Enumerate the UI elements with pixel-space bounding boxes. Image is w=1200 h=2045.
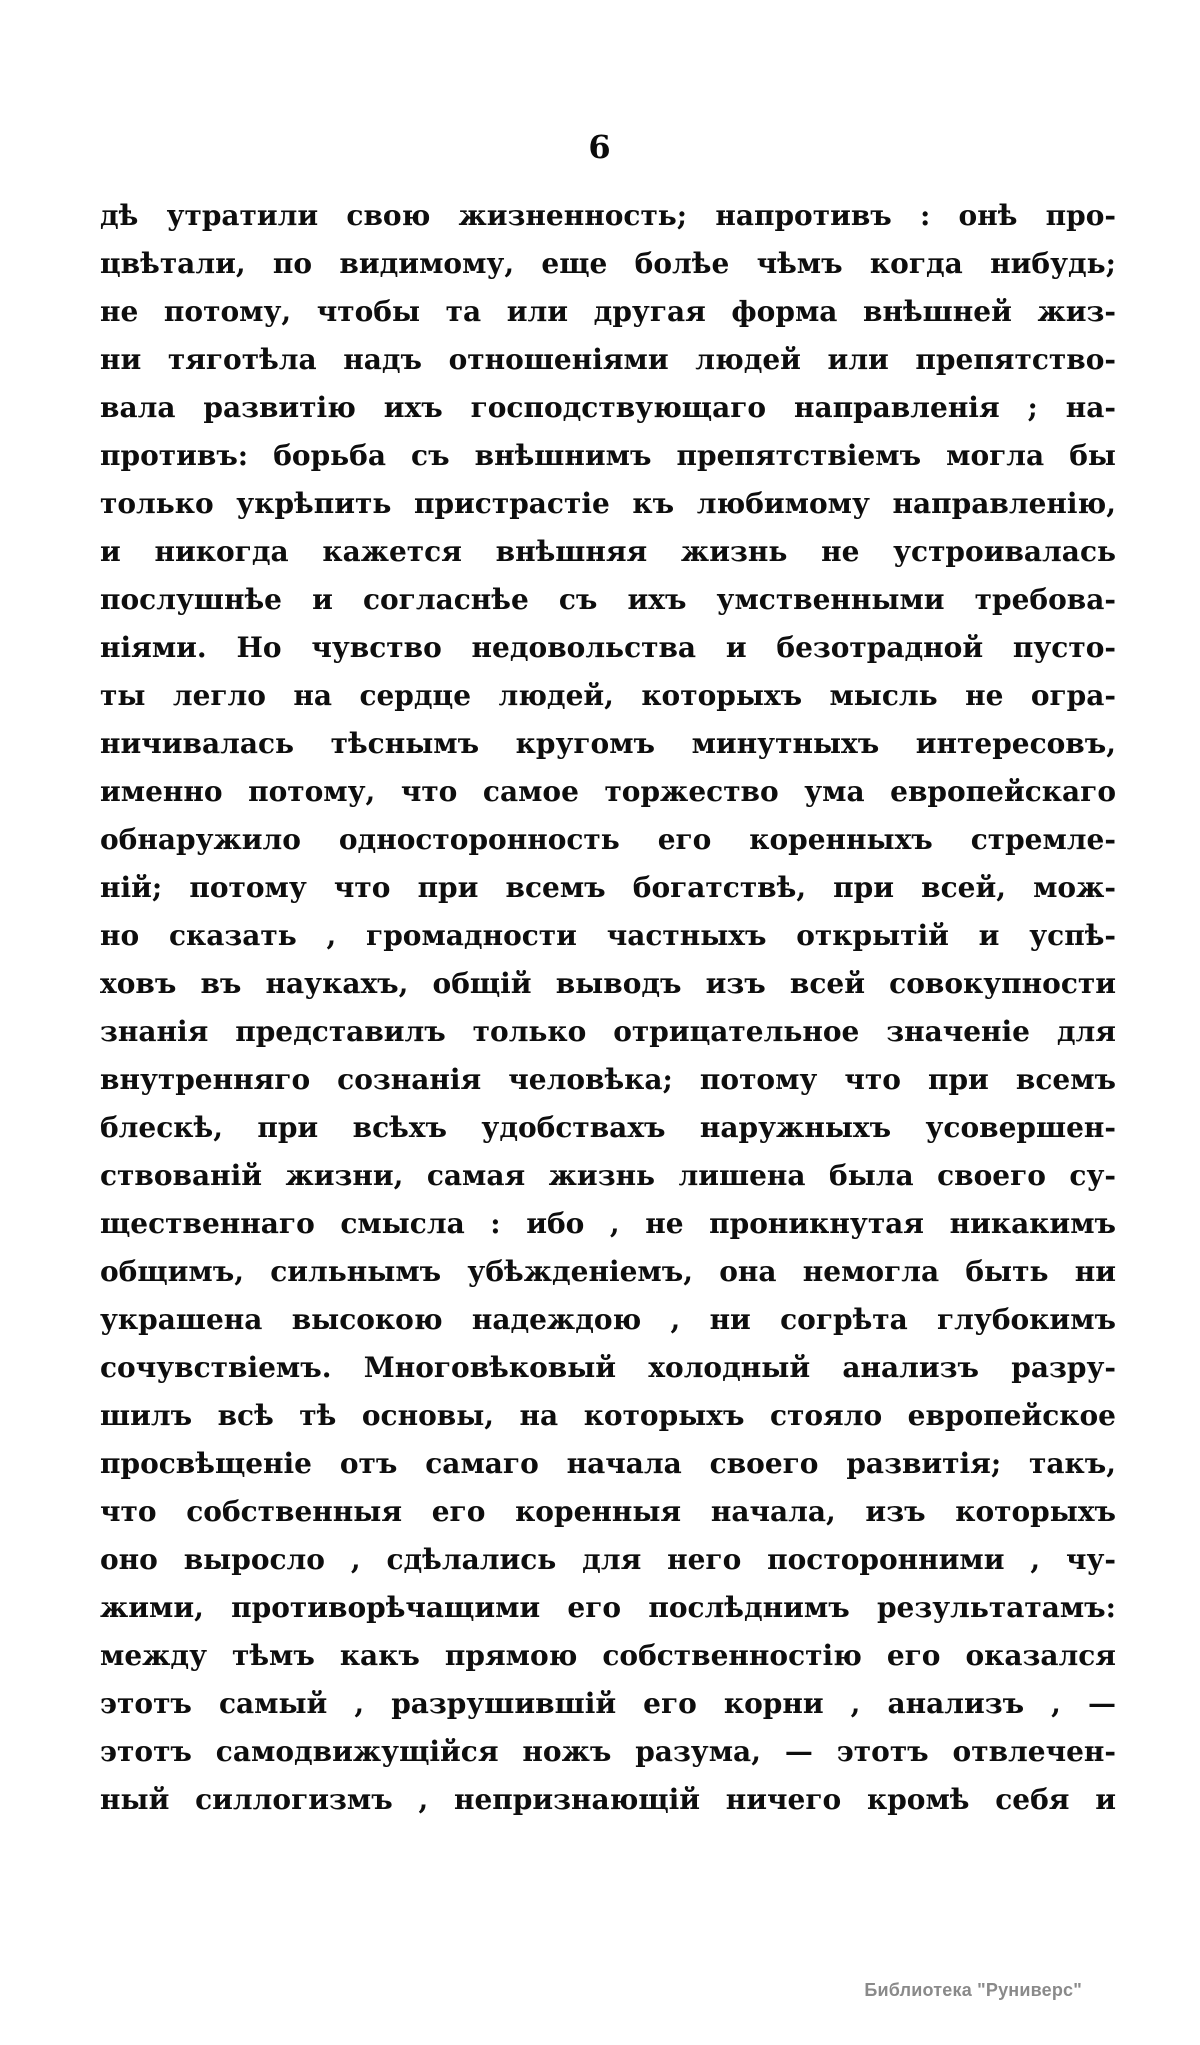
text-line: ній; потому что при всемъ богатствѣ, при всей, мож- [100,871,1116,904]
text-line: шилъ всѣ тѣ основы, на которыхъ стояло европейское [100,1399,1116,1432]
text-line: общимъ, сильнымъ убѣжденіемъ, она немогла быть ни [100,1255,1116,1288]
text-line: что собственныя его коренныя начала, изъ которыхъ [100,1495,1116,1528]
text-line: вала развитію ихъ господствующаго направленія ; на- [100,391,1116,424]
text-line: противъ: борьба съ внѣшнимъ препятствіемъ могла бы [100,439,1116,472]
text-line: жими, противорѣчащими его послѣднимъ результатамъ: [100,1591,1116,1624]
text-line: именно потому, что самое торжество ума европейскаго [100,775,1116,808]
text-line: обнаружило односторонность его коренныхъ стремле- [100,823,1116,856]
text-line: щественнаго смысла : ибо , не проникнутая никакимъ [100,1207,1116,1240]
page-number: 6 [588,128,612,166]
text-line: ховъ въ наукахъ, общій выводъ изъ всей совокупности [100,967,1116,1000]
text-line: только укрѣпить пристрастіе къ любимому направленію, [100,487,1116,520]
text-line: цвѣтали, по видимому, еще болѣе чѣмъ когда нибудь; [100,247,1116,280]
text-line: знанія представилъ только отрицательное значеніе для [100,1015,1116,1048]
text-line: между тѣмъ какъ прямою собственностію его оказался [100,1639,1116,1672]
text-line: внутренняго сознанія человѣка; потому что при всемъ [100,1063,1116,1096]
text-line: и никогда кажется внѣшняя жизнь не устроивалась [100,535,1116,568]
text-line: блескѣ, при всѣхъ удобствахъ наружныхъ усовершен- [100,1111,1116,1144]
text-line: ный силлогизмъ , непризнающій ничего кромѣ себя и [100,1783,1116,1816]
text-line: дѣ утратили свою жизненность; напротивъ : онѣ про- [100,199,1116,232]
text-line: ствованій жизни, самая жизнь лишена была своего су- [100,1159,1116,1192]
text-line: но сказать , громадности частныхъ открытій и успѣ- [100,919,1116,952]
body-text-block [100,192,1116,1824]
text-line: просвѣщеніе отъ самаго начала своего развитія; такъ, [100,1447,1116,1480]
text-line: ты легло на сердце людей, которыхъ мысль не огра- [100,679,1116,712]
text-line: этотъ самодвижущійся ножъ разума, — этотъ отвлечен- [100,1735,1116,1768]
library-watermark: Библиотека "Руниверс" [864,1980,1082,2000]
text-line: оно выросло , сдѣлались для него посторонними , чу- [100,1543,1116,1576]
text-line: послушнѣе и согласнѣе съ ихъ умственными требова- [100,583,1116,616]
text-line: сочувствіемъ. Многовѣковый холодный анализъ разру- [100,1351,1116,1384]
text-line: ничивалась тѣснымъ кругомъ минутныхъ интересовъ, [100,727,1116,760]
text-line: украшена высокою надеждою , ни согрѣта глубокимъ [100,1303,1116,1336]
text-line: ніями. Но чувство недовольства и безотрадной пусто- [100,631,1116,664]
text-line: не потому, чтобы та или другая форма внѣшней жиз- [100,295,1116,328]
text-line: этотъ самый , разрушившій его корни , анализъ , — [100,1687,1116,1720]
text-line: ни тяготѣла надъ отношеніями людей или препятство- [100,343,1116,376]
